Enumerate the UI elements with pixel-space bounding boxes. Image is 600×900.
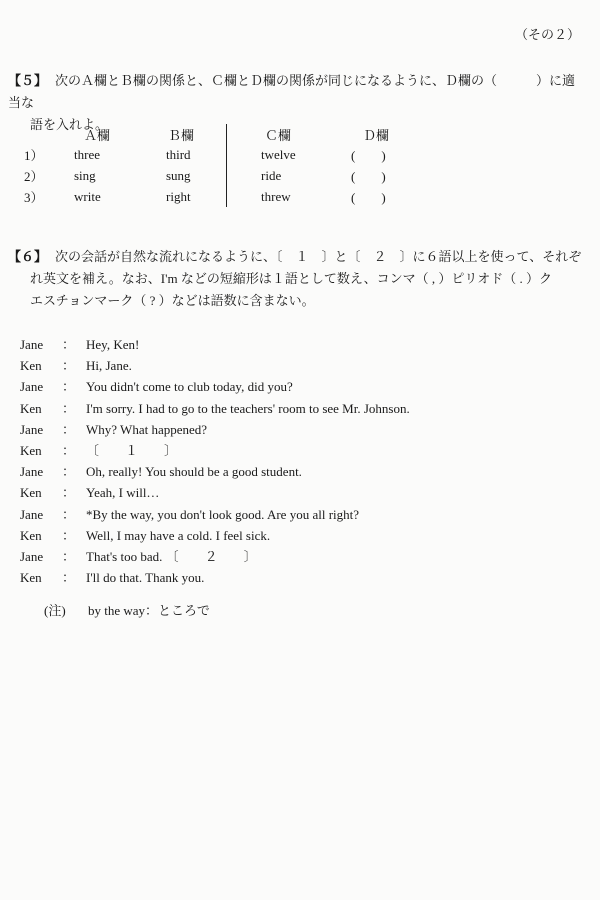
row-number: 2） — [24, 169, 44, 184]
speaker: Jane — [20, 464, 44, 480]
colon: ： — [62, 464, 76, 480]
cell-b: right — [166, 188, 191, 204]
grid-header-row — [24, 124, 433, 144]
footnote-label: (注) — [44, 603, 66, 618]
colon: ： — [62, 485, 76, 501]
cell-c: threw — [261, 188, 291, 204]
colon: ： — [62, 358, 76, 374]
colon: ： — [62, 421, 76, 437]
answer-blank[interactable]: ( ) — [351, 148, 386, 163]
cell-a: three — [74, 146, 100, 162]
grid-header-b: Ｂ欄 — [168, 127, 195, 143]
grid-divider — [227, 144, 262, 165]
dialogue-line — [20, 482, 410, 503]
question-5-text-1: 次のＡ欄とＢ欄の関係と、Ｃ欄とＤ欄の関係が同じになるように、Ｄ欄の（ ）に適当な — [8, 73, 576, 110]
grid-divider — [227, 124, 262, 144]
cell-b: third — [166, 146, 191, 162]
utterance: *By the way, you don't look good. Are you all right? — [86, 506, 360, 522]
speaker: Ken — [20, 442, 42, 458]
question-6-text-2: れ英文を補え。なお、I'm などの短縮形は１語として数え、コンマ（ , ）ピリオド（ . ）ク — [30, 271, 552, 286]
answer-blank[interactable]: ( ) — [351, 169, 386, 184]
page-number: （その２） — [514, 27, 580, 42]
dialogue-line — [20, 567, 410, 588]
grid-header-d: Ｄ欄 — [363, 127, 390, 143]
utterance: Well, I may have a cold. I feel sick. — [86, 527, 271, 543]
cell-c: ride — [261, 167, 282, 183]
speaker: Ken — [20, 527, 42, 543]
utterance: Hi, Jane. — [86, 358, 132, 374]
dialogue-line — [20, 440, 410, 461]
dialogue-line — [20, 334, 410, 355]
colon: ： — [62, 548, 76, 564]
speaker: Jane — [20, 506, 44, 522]
dialogue — [20, 334, 410, 588]
row-number: 1） — [24, 148, 44, 163]
utterance: I'm sorry. I had to go to the teachers' room to see Mr. Johnson. — [86, 400, 410, 416]
grid-row — [24, 144, 433, 165]
speaker: Jane — [20, 548, 44, 564]
footnote — [44, 600, 210, 619]
colon: ： — [62, 337, 76, 352]
dialogue-line — [20, 355, 410, 376]
question-5-line-1 — [8, 70, 586, 114]
question-6-number: 【６】 — [8, 249, 48, 264]
row-number: 3） — [24, 190, 44, 205]
speaker: Ken — [20, 570, 42, 586]
cell-a: write — [74, 188, 101, 204]
grid-divider — [227, 165, 262, 186]
answer-grid — [24, 124, 433, 207]
utterance: Hey, Ken! — [86, 337, 140, 352]
speaker: Jane — [20, 379, 44, 395]
colon: ： — [62, 400, 76, 416]
dialogue-line — [20, 546, 410, 567]
question-6-text-3: エスチョンマーク（ ? ）などは語数に含まない。 — [30, 293, 315, 308]
dialogue-line — [20, 419, 410, 440]
cell-a: sing — [74, 167, 96, 183]
dialogue-line — [20, 504, 410, 525]
question-5-text-2: 語を入れよ。 — [30, 117, 109, 132]
question-5-number: 【５】 — [8, 73, 48, 88]
utterance: Oh, really! You should be a good student. — [86, 464, 302, 480]
utterance: I'll do that. Thank you. — [86, 570, 205, 586]
utterance: Why? What happened? — [86, 421, 208, 437]
speaker: Ken — [20, 400, 42, 416]
grid-row — [24, 186, 433, 207]
speaker: Ken — [20, 358, 42, 374]
colon: ： — [62, 379, 76, 395]
colon: ： — [62, 506, 76, 522]
answer-blank[interactable]: ( ) — [351, 190, 386, 205]
cell-c: twelve — [261, 146, 296, 162]
question-6-text-1: 次の会話が自然な流れになるように、〔 １ 〕と〔 ２ 〕に６語以上を使って、それぞ — [55, 249, 582, 264]
colon: ： — [62, 527, 76, 543]
footnote-text: by the way：ところで — [88, 603, 210, 618]
dialogue-line — [20, 525, 410, 546]
grid-divider — [227, 186, 262, 207]
colon: ： — [62, 570, 76, 586]
utterance: Yeah, I will… — [86, 485, 160, 501]
speaker: Jane — [20, 337, 44, 352]
question-6 — [8, 246, 586, 312]
colon: ： — [62, 442, 76, 458]
cell-b: sung — [166, 167, 191, 183]
dialogue-line — [20, 398, 410, 419]
answer-blank-2[interactable]: That's too bad. 〔 ２ 〕 — [86, 548, 257, 564]
dialogue-line — [20, 461, 410, 482]
speaker: Jane — [20, 421, 44, 437]
answer-blank-1[interactable]: 〔 １ 〕 — [86, 442, 178, 458]
grid-row — [24, 165, 433, 186]
utterance: You didn't come to club today, did you? — [86, 379, 293, 395]
question-6-line-1 — [8, 246, 586, 268]
grid-header-a: Ａ欄 — [84, 127, 111, 143]
speaker: Ken — [20, 485, 42, 501]
dialogue-line — [20, 376, 410, 397]
grid-header-blank — [24, 124, 74, 144]
grid-header-c: Ｃ欄 — [265, 127, 292, 143]
